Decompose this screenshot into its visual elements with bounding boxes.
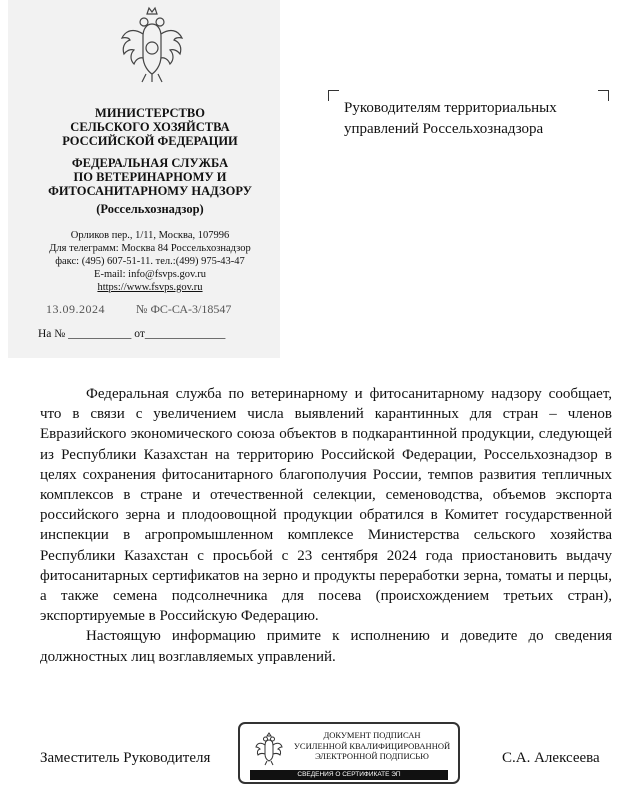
stamp-emblem-icon — [254, 732, 284, 766]
stamp-caption: ДОКУМЕНТ ПОДПИСАН УСИЛЕННОЙ КВАЛИФИЦИРОВАННОЙ ЭЛЕКТРОННОЙ ПОДПИСЬЮ — [293, 730, 451, 761]
addressee-corner-left — [328, 90, 339, 101]
body-paragraph-2: Настоящую информацию примите к исполнению и доведите до сведения должностных лиц возглавляемых управлений. — [40, 628, 612, 665]
service-abbreviation: (Россельхознадзор) — [96, 202, 204, 216]
address-line: Орликов пер., 1/11, Москва, 107996 — [70, 230, 230, 241]
letterhead-block — [8, 0, 280, 358]
signatory-position: Заместитель Руководителя — [40, 750, 211, 766]
registration-number: № ФС-СА-3/18547 — [136, 302, 232, 316]
certificate-info-bar[interactable]: СВЕДЕНИЯ О СЕРТИФИКАТЕ ЭП — [250, 770, 448, 780]
registration-date: 13.09.2024 — [46, 302, 105, 316]
phones-line: факс: (495) 607-51-11. тел.:(499) 975-43-47 — [55, 256, 245, 267]
reference-number-line: На № ___________ от______________ — [38, 328, 226, 340]
e-signature-stamp — [238, 722, 460, 784]
service-name: ФЕДЕРАЛЬНАЯ СЛУЖБА ПО ВЕТЕРИНАРНОМУ И ФИТОСАНИТАРНОМУ НАДЗОРУ — [48, 156, 252, 198]
email-line: E-mail: info@fsvps.gov.ru — [94, 269, 206, 280]
body-paragraph-1: Федеральная служба по ветеринарному и фитосанитарному надзору сообщает, что в связи с увеличением числа выявлений карантинных для стран – членов Евразийского экономического союза объектов в подкарантинной продукции, следующей из Республики Казахстан на территорию Российской Федерации, Россельхознадзор в целях сохранения фитосанитарного благополучия России, темпов развития тепличных комплексов в стране и отечественной селекции, семеноводства, объемов экспорта российского зерна и плодоовощной продукции обратился в Комитет государственной инспекции в агропромышленном комплексе Министерства сельского хозяйства Республики Казахстан с просьбой с 23 сентября 2024 года приостановить выдачу фитосанитарных сертификатов на зерно и продукты переработки зерна, томаты и перцы, а также семена подсолнечника для посева (происхождением третьих стран), экспортируемые в Российскую Федерацию. — [40, 386, 612, 625]
letter-body — [40, 384, 612, 667]
coat-of-arms-icon — [116, 4, 188, 86]
website-link[interactable]: https://www.fsvps.gov.ru — [97, 282, 203, 293]
signatory-name: С.А. Алексеева — [502, 750, 600, 766]
ministry-name: МИНИСТЕРСТВО СЕЛЬСКОГО ХОЗЯЙСТВА РОССИЙСКОЙ ФЕДЕРАЦИИ — [62, 106, 238, 148]
telegram-line: Для телеграмм: Москва 84 Россельхознадзор — [49, 243, 251, 254]
addressee: Руководителям территориальных управлений Россельхознадзора — [344, 100, 557, 137]
